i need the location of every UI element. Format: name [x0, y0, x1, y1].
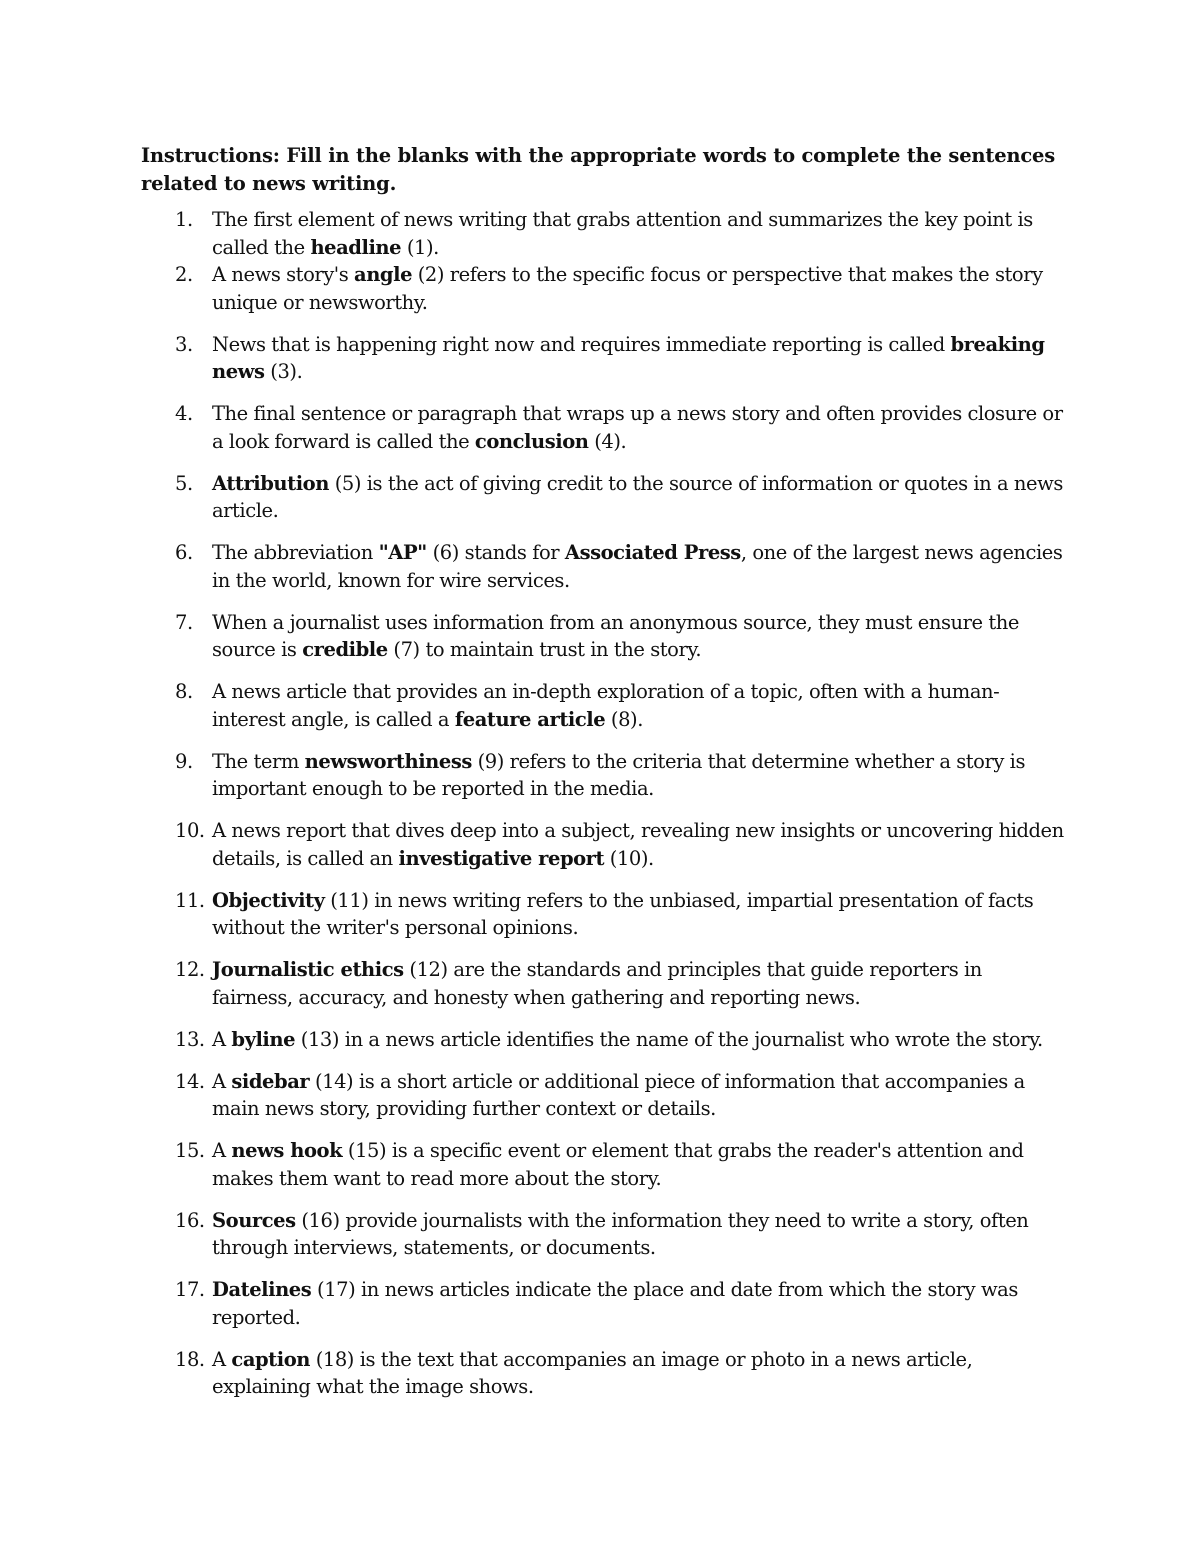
- sentence-text: The abbreviation: [212, 541, 379, 564]
- list-item-number: 14.: [175, 1069, 205, 1093]
- list-item-text: [212, 819, 1064, 870]
- list-item: [141, 261, 1066, 316]
- list-item-number: 9.: [175, 749, 193, 773]
- sentence-text: (12) are the standards and principles that guide reporters in fairness, accuracy, and honesty when gathering and reporting news.: [212, 958, 982, 1009]
- sentence-text: (11) in news writing refers to the unbiased, impartial presentation of facts without the writer's personal opinions.: [212, 888, 1034, 939]
- list-item-text: [212, 1278, 1018, 1329]
- list-item-text: [212, 750, 1025, 801]
- answer-term: headline: [310, 235, 402, 259]
- list-item-number: 6.: [175, 541, 193, 564]
- answer-term: credible: [302, 638, 388, 661]
- list-item-number: 2.: [175, 263, 193, 286]
- list-item: [141, 1137, 1066, 1192]
- list-item-text: [212, 263, 1043, 314]
- list-item: [141, 470, 1066, 525]
- answer-term: sidebar: [231, 1069, 310, 1093]
- answer-term: Associated Press: [564, 541, 741, 564]
- list-item: [141, 400, 1066, 455]
- list-item-text: [212, 402, 1063, 453]
- list-item-number: 4.: [175, 402, 193, 425]
- sentence-text: The first element of news writing that grabs attention and summarizes the key point is called the: [212, 208, 1033, 259]
- list-item-number: 7.: [175, 610, 193, 634]
- answer-term: byline: [231, 1027, 296, 1051]
- sentence-text: (6) stands for: [426, 541, 565, 564]
- list-item-number: 11.: [175, 888, 205, 912]
- sentence-text: A: [212, 1069, 232, 1093]
- list-item: [141, 1026, 1066, 1054]
- list-item-text: [212, 1028, 1043, 1051]
- list-item-text: [212, 472, 1063, 523]
- sentence-text: A: [212, 1027, 232, 1051]
- list-item: [141, 331, 1066, 386]
- question-list: [141, 206, 1066, 1401]
- list-item-text: [212, 1070, 1025, 1121]
- answer-term: news hook: [231, 1139, 343, 1162]
- answer-term: Objectivity: [212, 888, 325, 912]
- answer-term: angle: [354, 263, 413, 286]
- list-item: [141, 206, 1066, 261]
- sentence-text: (3).: [264, 360, 303, 383]
- list-item: [141, 1346, 1066, 1401]
- list-item: [141, 678, 1066, 733]
- list-item: [141, 748, 1066, 803]
- sentence-text: (7) to maintain trust in the story.: [387, 638, 702, 661]
- sentence-text: (10).: [604, 846, 654, 870]
- sentence-text: (14) is a short article or additional piece of information that accompanies a main news story, providing further context or details.: [212, 1069, 1025, 1120]
- sentence-text: (5) is the act of giving credit to the source of information or quotes in a news article.: [212, 471, 1063, 522]
- list-item-text: [212, 1139, 1024, 1190]
- list-item: [141, 1068, 1066, 1123]
- sentence-text: (17) in news articles indicate the place and date from which the story was reported.: [212, 1278, 1018, 1329]
- list-item-number: 13.: [175, 1027, 205, 1051]
- sentence-text: (13) in a news article identifies the name of the journalist who wrote the story.: [295, 1027, 1043, 1051]
- sentence-text: A: [212, 1139, 232, 1162]
- answer-term: Attribution: [212, 471, 329, 495]
- list-item-text: [212, 1209, 1028, 1260]
- list-item-number: 17.: [175, 1278, 205, 1301]
- list-item-text: [212, 958, 982, 1009]
- sentence-text: (9) refers to the criteria that determine whether a story is important enough to be reported in the media.: [212, 749, 1026, 800]
- answer-term: feature article: [454, 707, 606, 731]
- answer-term: Journalistic ethics: [212, 958, 404, 981]
- answer-term: "AP": [378, 541, 427, 564]
- list-item-text: [212, 1348, 972, 1399]
- sentence-text: A news report that dives deep into a subject, revealing new insights or uncovering hidden details, is called an: [212, 819, 1064, 870]
- list-item-text: [212, 541, 1062, 592]
- sentence-text: (8).: [605, 707, 643, 731]
- sentence-text: (15) is a specific event or element that grabs the reader's attention and makes them want to read more about the story.: [212, 1139, 1024, 1190]
- list-item-number: 12.: [175, 958, 205, 981]
- sentence-text: (2) refers to the specific focus or perspective that makes the story unique or newsworthy.: [212, 263, 1043, 314]
- list-item-number: 8.: [175, 680, 193, 703]
- answer-term: Sources: [212, 1208, 296, 1232]
- sentence-text: (1).: [401, 235, 439, 259]
- answer-term: breaking news: [212, 332, 1045, 383]
- answer-term: caption: [231, 1347, 310, 1371]
- answer-term: Datelines: [212, 1278, 312, 1301]
- sentence-text: The final sentence or paragraph that wraps up a news story and often provides closure or a look forward is called the: [212, 402, 1063, 453]
- list-item-number: 15.: [175, 1139, 205, 1162]
- list-item: [141, 1276, 1066, 1331]
- list-item: [141, 956, 1066, 1011]
- list-item: [141, 817, 1066, 872]
- list-item-number: 3.: [175, 332, 193, 356]
- list-item-text: [212, 680, 999, 731]
- sentence-text: When a journalist uses information from an anonymous source, they must ensure the source is: [212, 610, 1019, 661]
- list-item-number: 5.: [175, 471, 193, 495]
- sentence-text: The term: [212, 749, 305, 773]
- list-item: [141, 609, 1066, 664]
- answer-term: newsworthiness: [304, 749, 472, 773]
- list-item: [141, 1207, 1066, 1262]
- instructions-heading: Instructions: Fill in the blanks with the appropriate words to complete the sentences related to news writing.: [141, 144, 1056, 195]
- list-item-text: [212, 889, 1033, 940]
- sentence-text: A: [212, 1347, 232, 1371]
- list-item-text: [212, 208, 1033, 259]
- answer-term: conclusion: [474, 429, 589, 453]
- list-item-number: 16.: [175, 1208, 205, 1232]
- list-item-text: [212, 611, 1019, 662]
- list-item-number: 18.: [175, 1347, 205, 1371]
- list-item-number: 1.: [175, 208, 193, 231]
- sentence-text: News that is happening right now and requires immediate reporting is called: [212, 332, 951, 356]
- sentence-text: , one of the largest news agencies in the world, known for wire services.: [212, 541, 1063, 592]
- sentence-text: A news story's: [212, 263, 355, 286]
- sentence-text: (16) provide journalists with the information they need to write a story, often through interviews, statements, or documents.: [212, 1208, 1029, 1259]
- list-item-text: [212, 333, 1045, 384]
- document-content: [141, 142, 1066, 1415]
- sentence-text: (4).: [588, 429, 627, 453]
- list-item: [141, 887, 1066, 942]
- answer-term: investigative report: [398, 846, 605, 870]
- list-item: [141, 539, 1066, 594]
- sentence-text: A news article that provides an in-depth exploration of a topic, often with a human-interest angle, is called a: [212, 680, 1000, 731]
- sentence-text: (18) is the text that accompanies an image or photo in a news article, explaining what the image shows.: [212, 1347, 973, 1398]
- list-item-number: 10.: [175, 819, 205, 842]
